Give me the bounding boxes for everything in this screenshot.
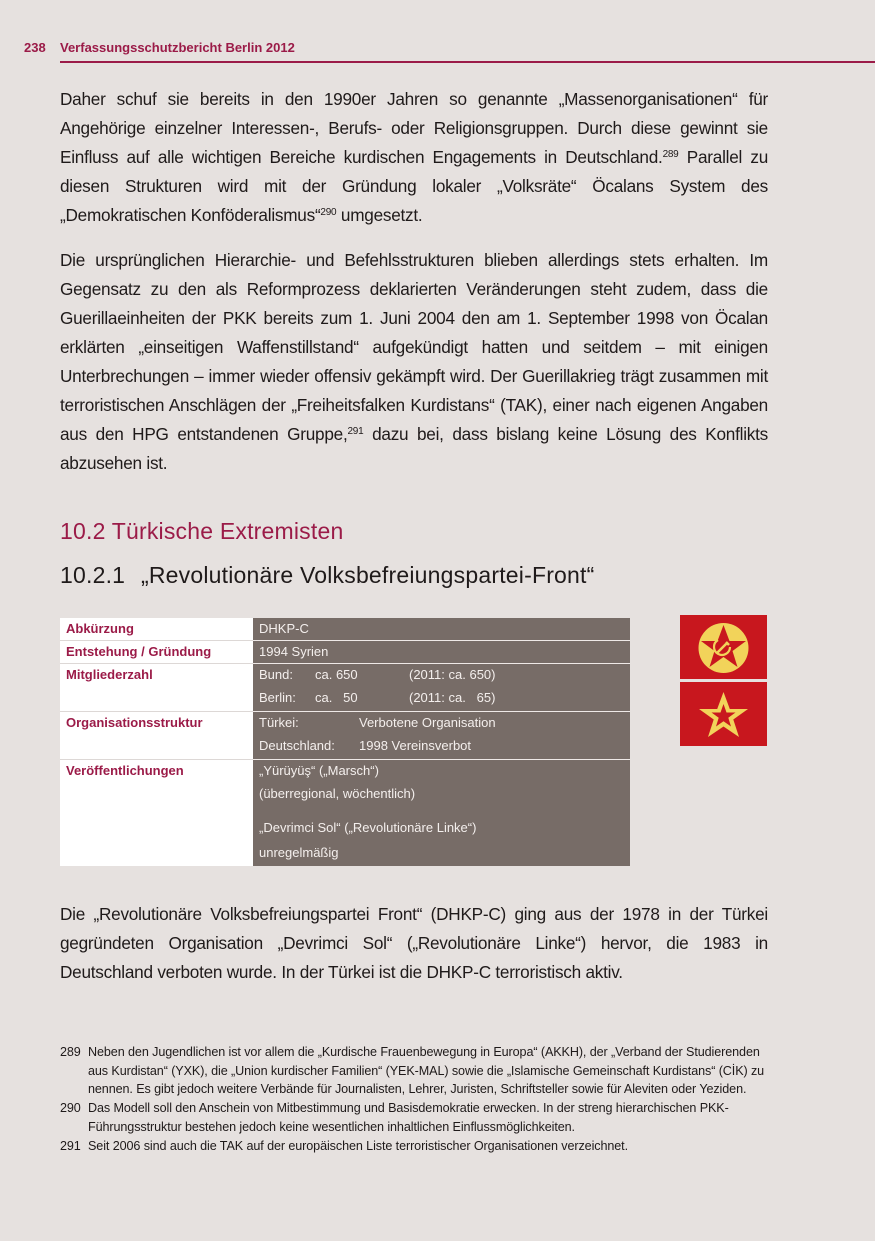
subsection-title: „Revolutionäre Volksbefreiungspartei-Front“ (141, 562, 595, 588)
row-value: DHKP-C (259, 621, 309, 636)
organization-info-table (60, 618, 630, 866)
members-bund: Bund: ca. 650 (2011: ca. 650) (259, 667, 496, 682)
star-hammer-sickle-emblem-icon (680, 615, 767, 679)
footnote-number: 290 (60, 1101, 81, 1116)
footnote-number: 291 (60, 1138, 81, 1153)
footnote-text: Das Modell soll den Anschein von Mitbestimmung und Basisdemokratie erwecken. In der streng hierarchischen PKK-Führungsstruktur bestehen jedoch keine wesentlichen inhaltlichen Einflussmöglichkeiten. (88, 1101, 729, 1134)
publication-2-title: „Devrimci Sol“ („Revolutionäre Linke“) (259, 820, 477, 835)
footnote-289 (60, 1043, 768, 1099)
red-star-emblem-icon (680, 682, 767, 746)
body-paragraph-2: Die ursprünglichen Hierarchie- und Befehlsstrukturen blieben allerdings stets erhalten. Im Gegensatz zu den als Reformprozess deklarierten Veränderungen steht zudem, dass die Guerillaeinheiten der PKK bereits zum 1. Juni 2004 den am 1. September 1998 von Öcalan erklärten „einseitigen Waffenstillstand“ aufgekündigt hatten und seitdem – mit einigen Unterbrechungen – immer wieder offensiv gekämpft wird. Der Guerillakrieg trägt zusammen mit terroristischen Anschlägen der „Freiheitsfalken Kurdistans“ (TAK), einer nach eigenen Angaben aus den HPG entstandenen Gruppe,$^{291}$ dazu bei, dass bislang keine Lösung des Konflikts abzusehen ist. (60, 250, 768, 473)
footnote-text: Seit 2006 sind auch die TAK auf der europäischen Liste terroristischer Organisationen verzeichnet. (88, 1138, 628, 1153)
subsection-heading (60, 562, 594, 589)
table-row-gruendung (60, 641, 630, 664)
footnote-text: Neben den Jugendlichen ist vor allem die „Kurdische Frauenbewegung in Europa“ (AKKH), der „Verband der Studierenden aus Kurdistan“ (YXK), die „Union kurdischer Familien“ (YEK-MAL) sowie die „Islamische Gemeinschaft Kurdistans“ (CİK) zu nennen. Es gibt jedoch weitere Verbände für Journalisten, Lehrer, Juristen, Schriftsteller sowie für Aleviten oder Yeziden. (88, 1045, 765, 1097)
subsection-number: 10.2.1 (60, 562, 126, 588)
table-row-organisationsstruktur (60, 712, 630, 760)
header-rule (60, 61, 875, 63)
footnote-290 (60, 1099, 768, 1136)
footnote-ref-289[interactable]: 289 (662, 149, 679, 160)
page-header (24, 40, 875, 62)
section-heading: 10.2 Türkische Extremisten (60, 518, 344, 544)
row-label: Entstehung / Gründung (66, 644, 212, 659)
members-berlin: Berlin: ca. 50 (2011: ca. 65) (259, 690, 496, 705)
publication-2-note: unregelmäßig (259, 845, 339, 860)
publication-1-title: „Yürüyüş“ („Marsch“) (259, 763, 379, 778)
body-paragraph-3: Die „Revolutionäre Volksbefreiungspartei Front“ (DHKP-C) ging aus der 1978 in der Türkei gegründeten Organisation „Devrimci Sol“ („Revolutionäre Linke“) hervor, die 1983 in Deutschland verboten wurde. In der Türkei ist die DHKP-C terroristisch aktiv. (60, 904, 768, 982)
table-row-mitgliederzahl (60, 664, 630, 712)
footnote-number: 289 (60, 1045, 81, 1059)
footnote-291 (60, 1137, 768, 1156)
row-label: Mitgliederzahl (66, 667, 153, 682)
body-paragraph-1: Daher schuf sie bereits in den 1990er Jahren so genannte „Massenorganisationen“ für Angehörige einzelner Interessen-, Berufs- oder Religionsgruppen. Durch diese gewinnt sie Einfluss auf alle wichtigen Bereiche kurdischen Engagements in Deutschland.$^{289}$ Parallel zu diesen Strukturen wird mit der Gründung lokaler „Volksräte“ Öcalans System des „Demokratischen Konföderalismus“$^{290}$ umgesetzt. (60, 89, 768, 225)
emblems (680, 615, 767, 746)
row-label: Abkürzung (66, 621, 134, 636)
structure-tuerkei: Türkei: Verbotene Organisation (259, 715, 496, 730)
page-number: 238 (24, 40, 46, 55)
footnote-ref-291[interactable]: 291 (347, 426, 364, 437)
footnotes (60, 1043, 768, 1155)
structure-deutschland: Deutschland: 1998 Vereinsverbot (259, 738, 472, 753)
running-title: Verfassungsschutzbericht Berlin 2012 (60, 40, 295, 55)
footnote-ref-290[interactable]: 290 (320, 207, 337, 218)
row-value: 1994 Syrien (259, 644, 329, 659)
table-row-abkuerzung (60, 618, 630, 641)
publication-1-note: (überregional, wöchentlich) (259, 786, 416, 801)
row-label: Organisationsstruktur (66, 715, 203, 730)
table-row-veroeffentlichungen (60, 760, 630, 867)
row-label: Veröffentlichungen (66, 763, 184, 778)
